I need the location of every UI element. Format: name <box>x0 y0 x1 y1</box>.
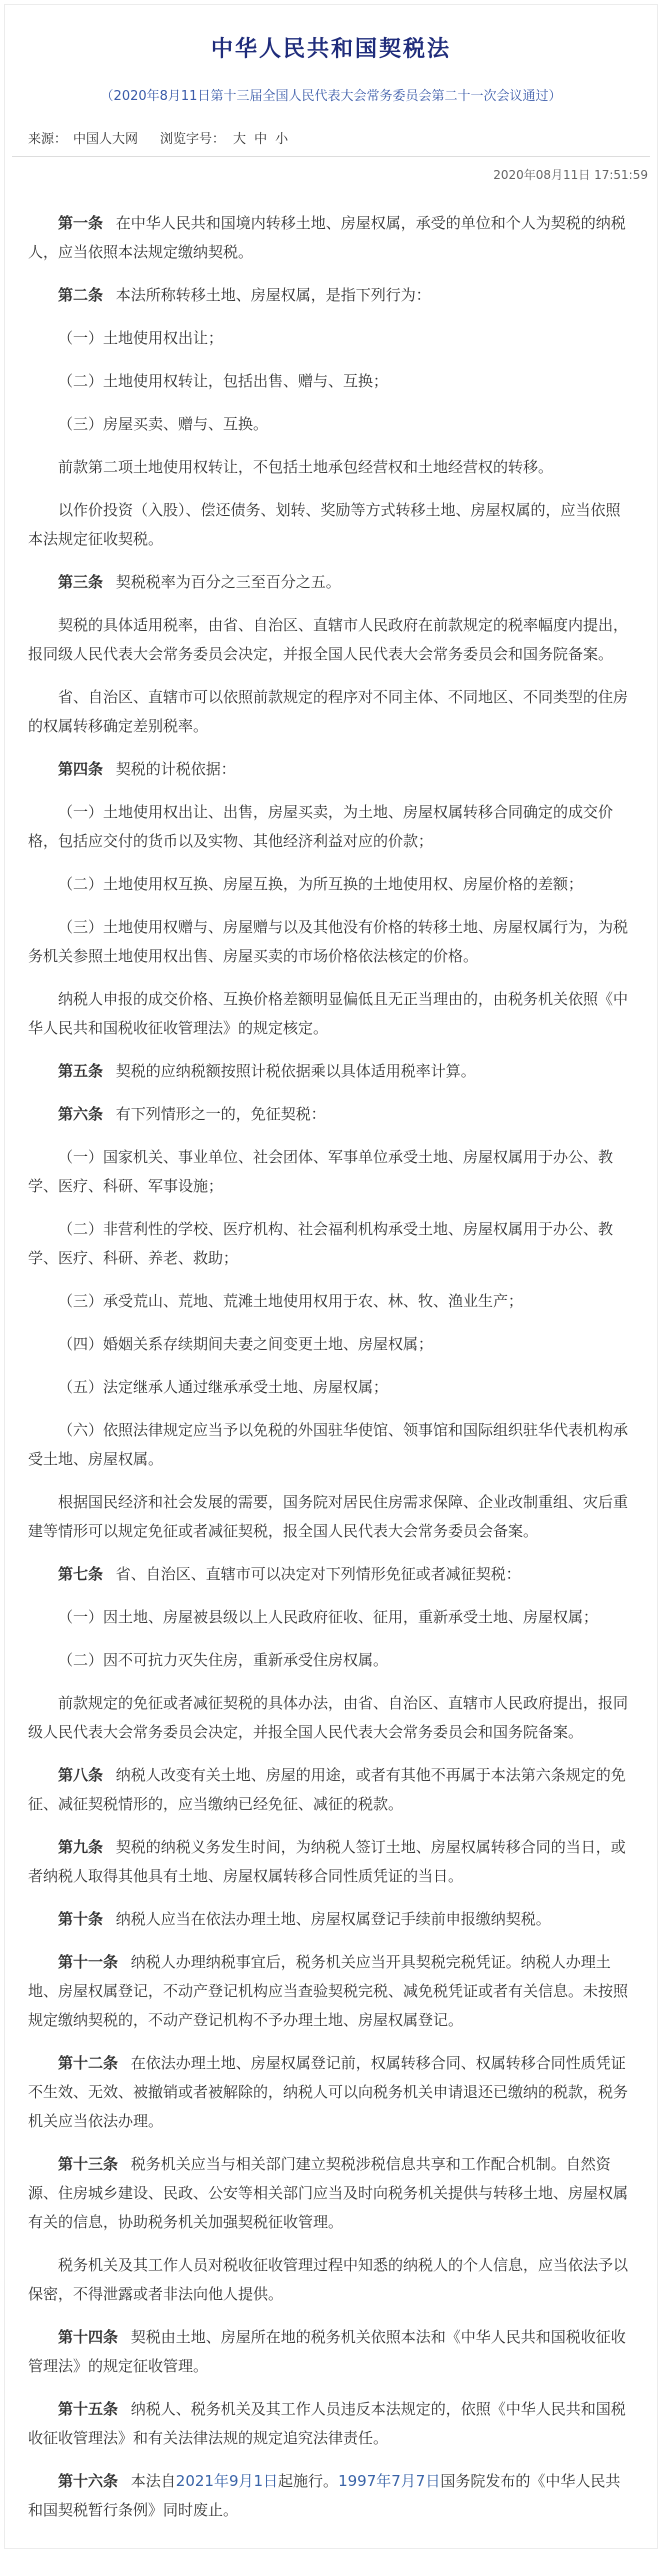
article-number: 第九条 <box>58 1838 104 1856</box>
paragraph <box>28 1330 634 1359</box>
paragraph-text: （一）因土地、房屋被县级以上人民政府征收、征用，重新承受土地、房屋权属； <box>58 1608 599 1626</box>
paragraph <box>28 1603 634 1632</box>
paragraph <box>28 2251 634 2309</box>
paragraph <box>28 1215 634 1273</box>
paragraph-text: 起施行。 <box>278 2472 339 2490</box>
paragraph-text: （三）土地使用权赠与、房屋赠与以及其他没有价格的转移土地、房屋权属行为，为税务机关参照土地使用权出售、房屋买卖的市场价格依法核定的价格。 <box>28 918 629 965</box>
article-paragraph <box>28 755 634 784</box>
paragraph-text: （五）法定继承人通过继承承受土地、房屋权属； <box>58 1378 389 1396</box>
paragraph-text: （六）依照法律规定应当予以免税的外国驻华使馆、领事馆和国际组织驻华代表机构承受土地、房屋权属。 <box>28 1421 629 1468</box>
paragraph <box>28 496 634 554</box>
paragraph <box>28 985 634 1043</box>
article-paragraph <box>28 2150 634 2237</box>
paragraph-text: 前款第二项土地使用权转让，不包括土地承包经营权和土地经营权的转移。 <box>58 458 554 476</box>
paragraph-text: （二）非营利性的学校、医疗机构、社会福利机构承受土地、房屋权属用于办公、教学、医疗、科研、养老、救助； <box>28 1220 614 1267</box>
article-paragraph <box>28 1560 634 1589</box>
paragraph-text: 纳税人应当在依法办理土地、房屋权属登记手续前申报缴纳契税。 <box>115 1910 551 1928</box>
paragraph <box>28 1143 634 1201</box>
paragraph <box>28 410 634 439</box>
publish-datetime: 2020年08月11日 17:51:59 <box>493 168 648 182</box>
article-number: 第十一条 <box>58 1953 119 1971</box>
article-paragraph <box>28 1057 634 1086</box>
paragraph <box>28 1689 634 1747</box>
article-number: 第二条 <box>58 286 104 304</box>
article-paragraph <box>28 2323 634 2381</box>
article-number: 第十五条 <box>58 2400 119 2418</box>
paragraph-text: 省、自治区、直辖市可以依照前款规定的程序对不同主体、不同地区、不同类型的住房的权属转移确定差别税率。 <box>28 688 629 735</box>
paragraph <box>28 870 634 899</box>
paragraph-text: （三）承受荒山、荒地、荒滩土地使用权用于农、林、牧、渔业生产； <box>58 1292 524 1310</box>
paragraph-text: 本法自 <box>130 2472 176 2490</box>
paragraph-text: 纳税人、税务机关及其工作人员违反本法规定的，依照《中华人民共和国税收征收管理法》和有关法律法规的规定追究法律责任。 <box>28 2400 626 2447</box>
paragraph <box>28 367 634 396</box>
source-value: 中国人大网 <box>73 132 139 147</box>
article-number: 第十四条 <box>58 2328 119 2346</box>
article-paragraph <box>28 1761 634 1819</box>
article-paragraph <box>28 1833 634 1891</box>
paragraph-text: 契税的纳税义务发生时间，为纳税人签订土地、房屋权属转移合同的当日，或者纳税人取得其他具有土地、房屋权属转移合同性质凭证的当日。 <box>28 1838 626 1885</box>
font-size-label: 浏览字号： <box>160 132 226 147</box>
paragraph-text: 省、自治区、直辖市可以决定对下列情形免征或者减征契税： <box>115 1565 521 1583</box>
paragraph-text: （四）婚姻关系存续期间夫妻之间变更土地、房屋权属； <box>58 1335 434 1353</box>
paragraph <box>28 1488 634 1546</box>
paragraph <box>28 453 634 482</box>
date-text: 2021年9月1日 <box>175 2472 279 2490</box>
date-text: 1997年7月7日 <box>338 2472 441 2490</box>
paragraph <box>28 1416 634 1474</box>
paragraph-text: （三）房屋买卖、赠与、互换。 <box>58 415 269 433</box>
paragraph-text: 前款规定的免征或者减征契税的具体办法，由省、自治区、直辖市人民政府提出，报同级人民代表大会常务委员会决定，并报全国人民代表大会常务委员会和国务院备案。 <box>28 1694 629 1741</box>
paragraph-text: （一）土地使用权出让； <box>58 329 224 347</box>
paragraph-text: 根据国民经济和社会发展的需要，国务院对居民住房需求保障、企业改制重组、灾后重建等情形可以规定免征或者减征契税，报全国人民代表大会常务委员会备案。 <box>28 1493 629 1540</box>
paragraph <box>28 611 634 669</box>
article-number: 第一条 <box>58 214 104 232</box>
paragraph-text: 在中华人民共和国境内转移土地、房屋权属，承受的单位和个人为契税的纳税人，应当依照本法规定缴纳契税。 <box>28 214 626 261</box>
paragraph <box>28 798 634 856</box>
article-paragraph <box>28 2395 634 2453</box>
article-paragraph <box>28 1100 634 1129</box>
article-number: 第十三条 <box>58 2155 119 2173</box>
paragraph-text: （一）土地使用权出让、出售，房屋买卖，为土地、房屋权属转移合同确定的成交价格，包括应交付的货币以及实物、其他经济利益对应的价款； <box>28 803 614 850</box>
paragraph <box>28 683 634 741</box>
article-number: 第五条 <box>58 1062 104 1080</box>
article-body <box>0 183 662 2525</box>
article-paragraph <box>28 2049 634 2136</box>
paragraph-text: 契税的具体适用税率，由省、自治区、直辖市人民政府在前款规定的税率幅度内提出，报同级人民代表大会常务委员会决定，并报全国人民代表大会常务委员会和国务院备案。 <box>28 616 629 663</box>
article-paragraph <box>28 1905 634 1934</box>
paragraph-text: （二）土地使用权互换、房屋互换，为所互换的土地使用权、房屋价格的差额； <box>58 875 584 893</box>
paragraph <box>28 1646 634 1675</box>
article-paragraph <box>28 209 634 267</box>
paragraph <box>28 324 634 353</box>
paragraph <box>28 1287 634 1316</box>
paragraph-text: （二）土地使用权转让，包括出售、赠与、互换； <box>58 372 389 390</box>
article-paragraph <box>28 568 634 597</box>
article-paragraph <box>28 2467 634 2525</box>
article-number: 第十条 <box>58 1910 104 1928</box>
article-number: 第十二条 <box>58 2054 119 2072</box>
meta-bar <box>12 128 650 157</box>
paragraph-text: 契税由土地、房屋所在地的税务机关依照本法和《中华人民共和国税收征收管理法》的规定征收管理。 <box>28 2328 626 2375</box>
font-size-small[interactable]: 小 <box>275 132 289 147</box>
article-number: 第三条 <box>58 573 104 591</box>
paragraph-text: （一）国家机关、事业单位、社会团体、军事单位承受土地、房屋权属用于办公、教学、医疗、科研、军事设施； <box>28 1148 614 1195</box>
paragraph-text: 税务机关及其工作人员对税收征收管理过程中知悉的纳税人的个人信息，应当依法予以保密，不得泄露或者非法向他人提供。 <box>28 2256 629 2303</box>
article-number: 第六条 <box>58 1105 104 1123</box>
source-label: 来源： <box>28 132 68 147</box>
paragraph-text: 有下列情形之一的，免征契税： <box>115 1105 326 1123</box>
paragraph-text: （二）因不可抗力灭失住房，重新承受住房权属。 <box>58 1651 389 1669</box>
article-number: 第十六条 <box>58 2472 119 2490</box>
paragraph-text: 契税税率为百分之三至百分之五。 <box>115 573 341 591</box>
paragraph <box>28 1373 634 1402</box>
paragraph-text: 以作价投资（入股）、偿还债务、划转、奖励等方式转移土地、房屋权属的，应当依照本法规定征收契税。 <box>28 501 621 548</box>
paragraph-text: 税务机关应当与相关部门建立契税涉税信息共享和工作配合机制。自然资源、住房城乡建设、民政、公安等相关部门应当及时向税务机关提供与转移土地、房屋权属有关的信息，协助税务机关加强契税征收管理。 <box>28 2155 629 2231</box>
article-number: 第七条 <box>58 1565 104 1583</box>
article-paragraph <box>28 281 634 310</box>
page-subtitle: （2020年8月11日第十三届全国人民代表大会常务委员会第二十一次会议通过） <box>100 89 562 104</box>
paragraph-text: 本法所称转移土地、房屋权属，是指下列行为： <box>115 286 431 304</box>
article-paragraph <box>28 1948 634 2035</box>
paragraph-text: 契税的应纳税额按照计税依据乘以具体适用税率计算。 <box>115 1062 476 1080</box>
article-number: 第八条 <box>58 1766 104 1784</box>
paragraph-text: 纳税人改变有关土地、房屋的用途，或者有其他不再属于本法第六条规定的免征、减征契税情形的，应当缴纳已经免征、减征的税款。 <box>28 1766 626 1813</box>
paragraph-text: 纳税人申报的成交价格、互换价格差额明显偏低且无正当理由的，由税务机关依照《中华人民共和国税收征收管理法》的规定核定。 <box>28 990 629 1037</box>
font-size-medium[interactable]: 中 <box>254 132 268 147</box>
paragraph-text: 契税的计税依据： <box>115 760 236 778</box>
paragraph-text: 国务院发布的《中华人民共和国契税暂行条例》同时废止。 <box>28 2472 621 2519</box>
paragraph <box>28 913 634 971</box>
font-size-large[interactable]: 大 <box>233 132 247 147</box>
paragraph-text: 纳税人办理纳税事宜后，税务机关应当开具契税完税凭证。纳税人办理土地、房屋权属登记，不动产登记机构应当查验契税完税、减免税凭证或者有关信息。未按照规定缴纳契税的，不动产登记机构不予办理土地、房屋权属登记。 <box>28 1953 629 2029</box>
page-title: 中华人民共和国契税法 <box>210 37 451 62</box>
article-number: 第四条 <box>58 760 104 778</box>
paragraph-text: 在依法办理土地、房屋权属登记前，权属转移合同、权属转移合同性质凭证不生效、无效、被撤销或者被解除的，纳税人可以向税务机关申请退还已缴纳的税款，税务机关应当依法办理。 <box>28 2054 629 2130</box>
